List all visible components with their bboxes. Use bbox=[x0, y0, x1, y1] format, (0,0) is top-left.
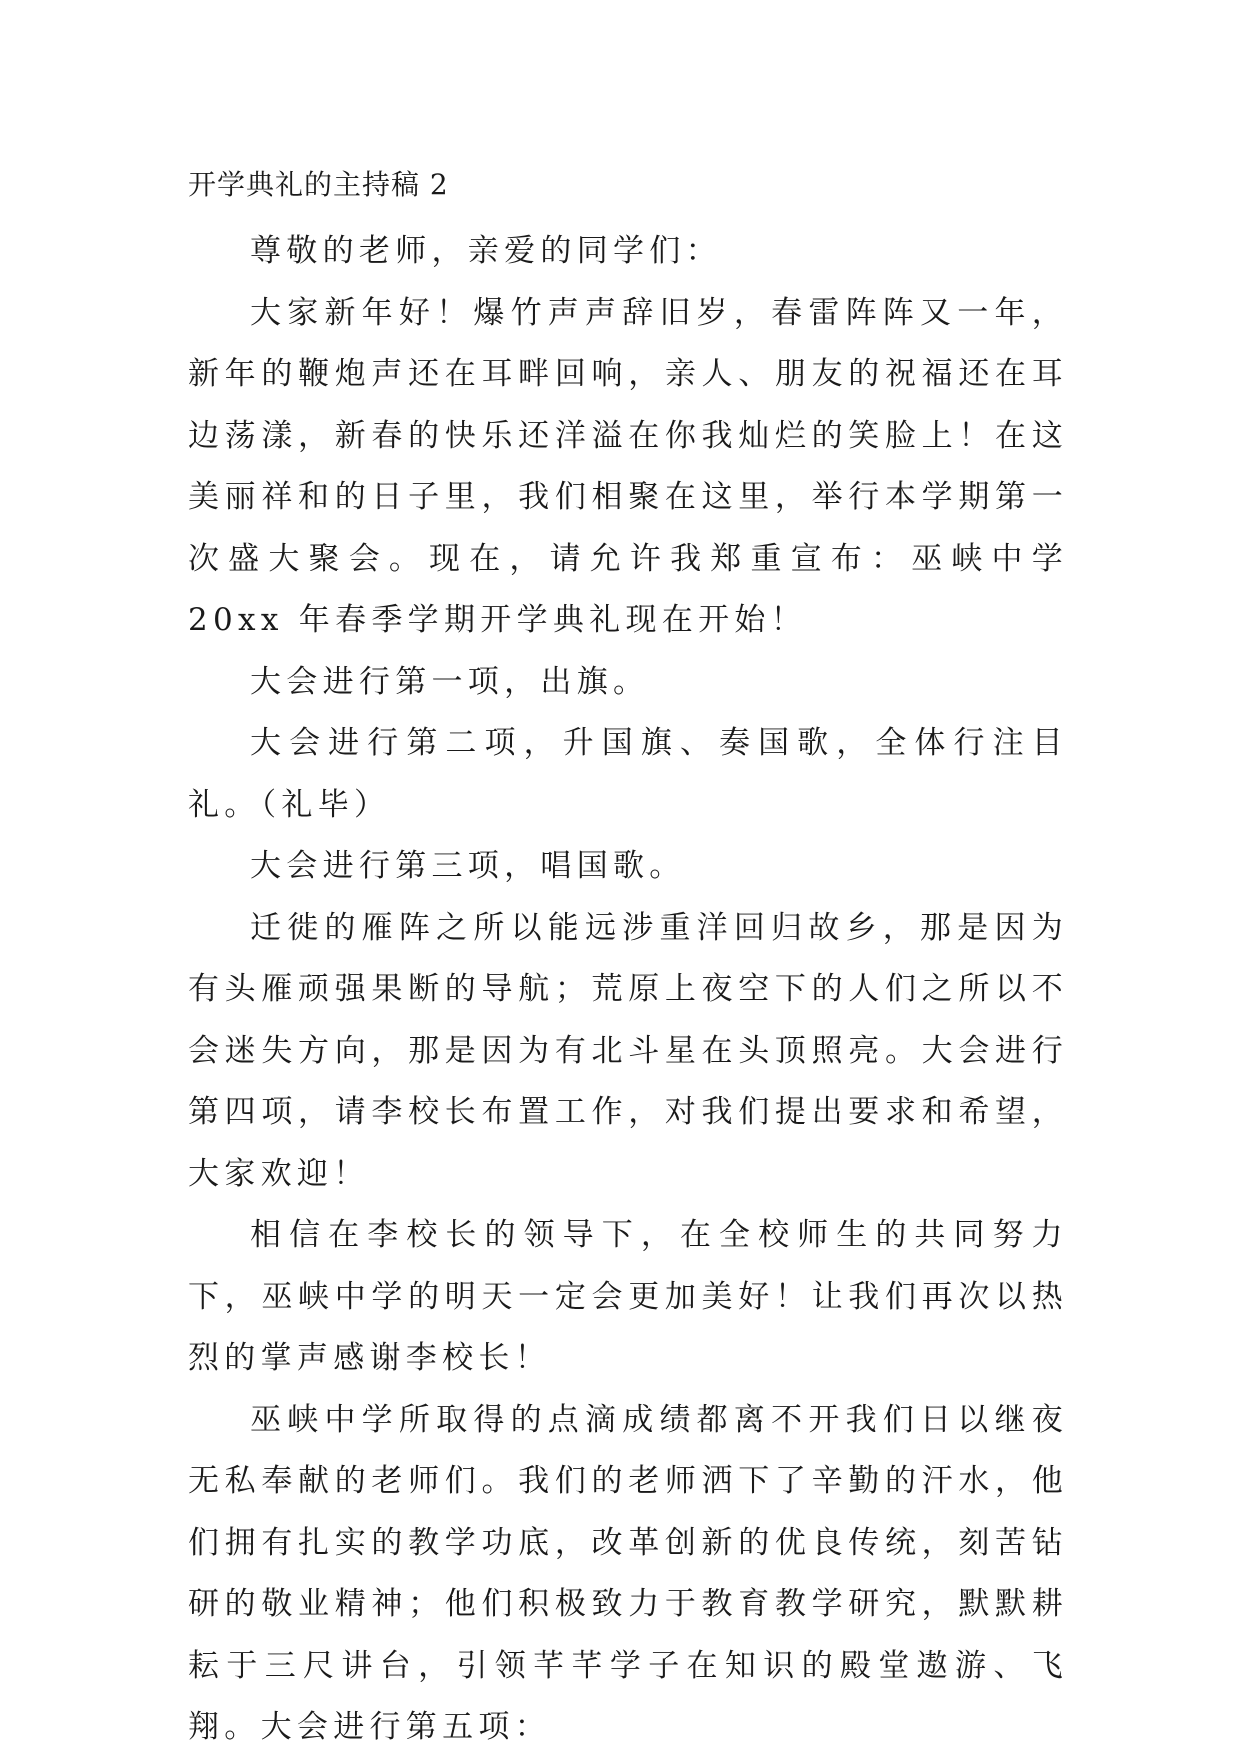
paragraph-thanks: 相信在李校长的领导下，在全校师生的共同努力下，巫峡中学的明天一定会更加美好！让我们再次以热烈的掌声感谢李校长！ bbox=[188, 1217, 1068, 1376]
document-body bbox=[188, 221, 1068, 1759]
document-title: 开学典礼的主持稿 2 bbox=[188, 168, 449, 201]
paragraph-item-2: 大会进行第二项，升国旗、奏国歌，全体行注目礼。（礼毕） bbox=[188, 725, 1068, 823]
paragraph-opening: 大家新年好！爆竹声声辞旧岁，春雷阵阵又一年，新年的鞭炮声还在耳畔回响，亲人、朋友的祝福还在耳边荡漾，新春的快乐还洋溢在你我灿烂的笑脸上！在这美丽祥和的日子里，我们相聚在这里，举行本学期第一次盛大聚会。现在，请允许我郑重宣布：巫峡中学 20xx 年春季学期开学典礼现在开始！ bbox=[188, 294, 1068, 638]
paragraph-greeting: 尊敬的老师，亲爱的同学们： bbox=[250, 233, 722, 269]
paragraph-item-3: 大会进行第三项，唱国歌。 bbox=[250, 848, 686, 884]
paragraph-teachers: 巫峡中学所取得的点滴成绩都离不开我们日以继夜无私奉献的老师们。我们的老师洒下了辛勤的汗水，他们拥有扎实的教学功底，改革创新的优良传统，刻苦钻研的敬业精神；他们积极致力于教育教学研究，默默耕耘于三尺讲台，引领芊芊学子在知识的殿堂遨游、飞翔。大会进行第五项： bbox=[188, 1401, 1068, 1745]
paragraph-item-1: 大会进行第一项，出旗。 bbox=[250, 663, 650, 700]
paragraph-item-4: 迁徙的雁阵之所以能远涉重洋回归故乡，那是因为有头雁顽强果断的导航；荒原上夜空下的人们之所以不会迷失方向，那是因为有北斗星在头顶照亮。大会进行第四项，请李校长布置工作，对我们提出要求和希望，大家欢迎！ bbox=[188, 909, 1068, 1192]
